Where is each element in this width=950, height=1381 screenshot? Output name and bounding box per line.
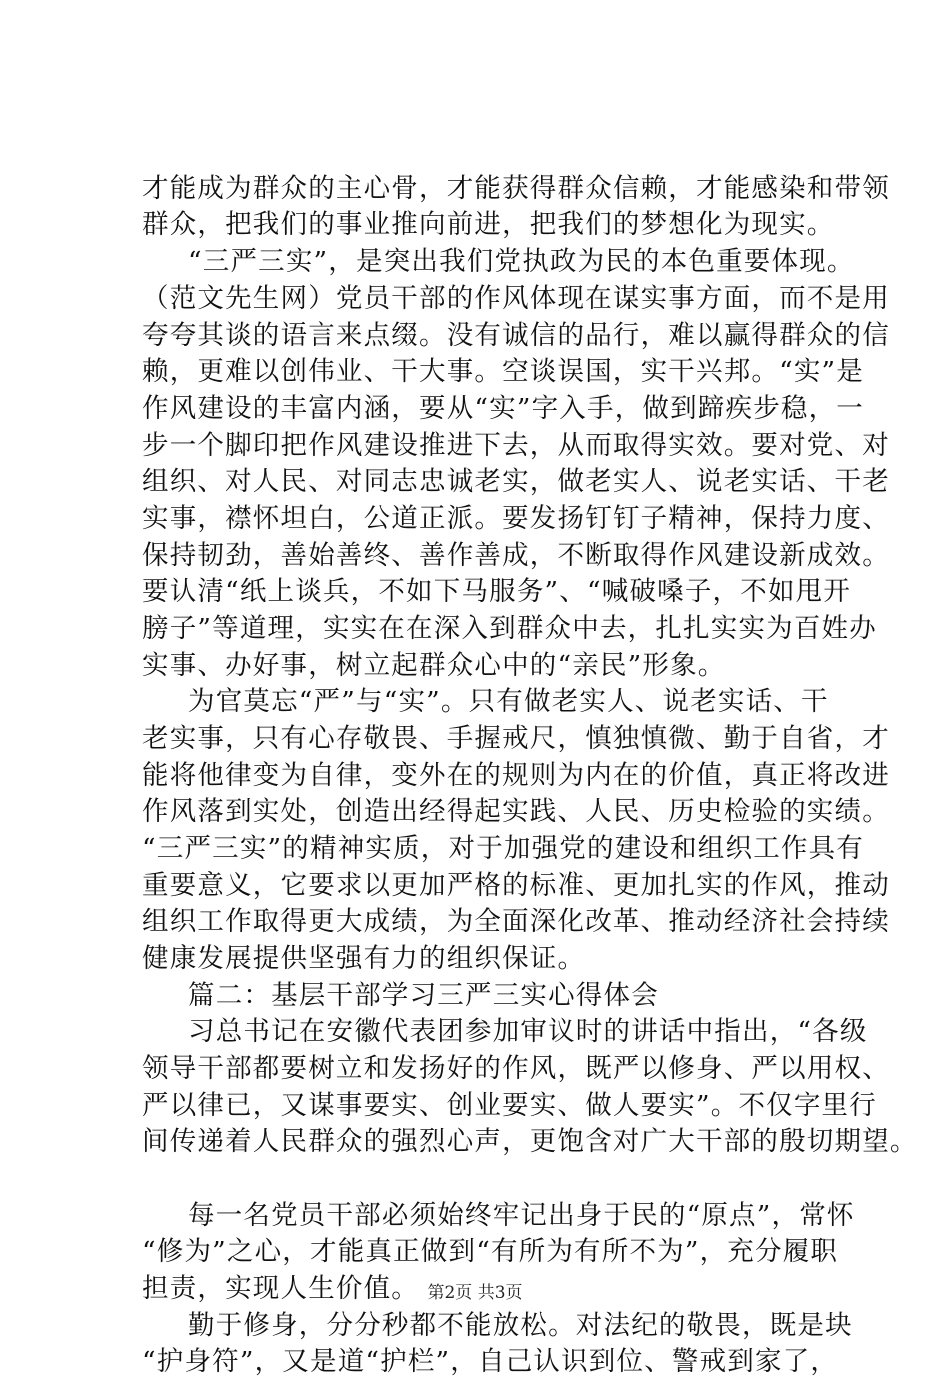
text-line: 领导干部都要树立和发扬好的作风，既严以修身、严以用权、 <box>142 1053 890 1084</box>
text-line: 重要意义，它要求以更加严格的标准、更加扎实的作风，推动 <box>142 870 890 901</box>
text-line: 健康发展提供坚强有力的组织保证。 <box>142 943 586 974</box>
page-number: 第2页 共3页 <box>427 1283 523 1303</box>
text-line: 组织工作取得更大成绩，为全面深化改革、推动经济社会持续 <box>142 906 890 937</box>
text-line: 才能成为群众的主心骨，才能获得群众信赖，才能感染和带领 <box>142 173 890 204</box>
text-line: “护身符”，又是道“护栏”，自己认识到位、警戒到家了， <box>142 1346 839 1377</box>
text-line: 步一个脚印把作风建设推进下去，从而取得实效。要对党、对 <box>142 430 890 461</box>
text-line: 为官莫忘“严”与“实”。只有做老实人、说老实话、干 <box>188 686 829 717</box>
text-line: 能将他律变为自律，变外在的规则为内在的价值，真正将改进 <box>142 760 890 791</box>
text-line: 保持韧劲，善始善终、善作善成，不断取得作风建设新成效。 <box>142 540 890 571</box>
text-line: 作风建设的丰富内涵，要从“实”字入手，做到蹄疾步稳，一 <box>142 393 864 424</box>
text-line: （范文先生网）党员干部的作风体现在谋实事方面，而不是用 <box>142 283 890 314</box>
text-line: 实事，襟怀坦白，公道正派。要发扬钉钉子精神，保持力度、 <box>142 503 890 534</box>
text-line: 组织、对人民、对同志忠诚老实，做老实人、说老实话、干老 <box>142 466 890 497</box>
text-line: 赖，更难以创伟业、干大事。空谈误国，实干兴邦。“实”是 <box>142 356 864 387</box>
text-line: 间传递着人民群众的强烈心声，更饱含对广大干部的殷切期望。 <box>142 1126 918 1157</box>
text-line: “三严三实”的精神实质，对于加强党的建设和组织工作具有 <box>142 833 864 864</box>
text-line: “修为”之心，才能真正做到“有所为有所不为”，充分履职 <box>142 1236 839 1267</box>
text-line: 实事、办好事，树立起群众心中的“亲民”形象。 <box>142 650 726 681</box>
text-line: 群众，把我们的事业推向前进，把我们的梦想化为现实。 <box>142 209 835 240</box>
text-line: 膀子”等道理，实实在在深入到群众中去，扎扎实实为百姓办 <box>142 613 877 644</box>
text-line: 老实事，只有心存敬畏、手握戒尺，慎独慎微、勤于自省，才 <box>142 723 890 754</box>
text-line: 严以律已，又谋事要实、创业要实、做人要实”。不仅字里行 <box>142 1090 877 1121</box>
text-line: 要认清“纸上谈兵，不如下马服务”、“喊破嗓子，不如甩开 <box>142 576 852 607</box>
text-line: 担责，实现人生价值。 <box>142 1273 419 1304</box>
text-line: 每一名党员干部必须始终牢记出身于民的“原点”，常怀 <box>188 1200 855 1231</box>
page-footer <box>0 1278 950 1303</box>
text-line: 夸夸其谈的语言来点缀。没有诚信的品行，难以赢得群众的信 <box>142 320 890 351</box>
section-heading: 篇二：基层干部学习三严三实心得体会 <box>188 980 659 1011</box>
text-line: 勤于修身，分分秒都不能放松。对法纪的敬畏，既是块 <box>188 1310 853 1341</box>
text-line: “三严三实”，是突出我们党执政为民的本色重要体现。 <box>188 246 855 277</box>
text-line: 作风落到实处，创造出经得起实践、人民、历史检验的实绩。 <box>142 796 890 827</box>
text-line: 习总书记在安徽代表团参加审议时的讲话中指出，“各级 <box>188 1016 868 1047</box>
